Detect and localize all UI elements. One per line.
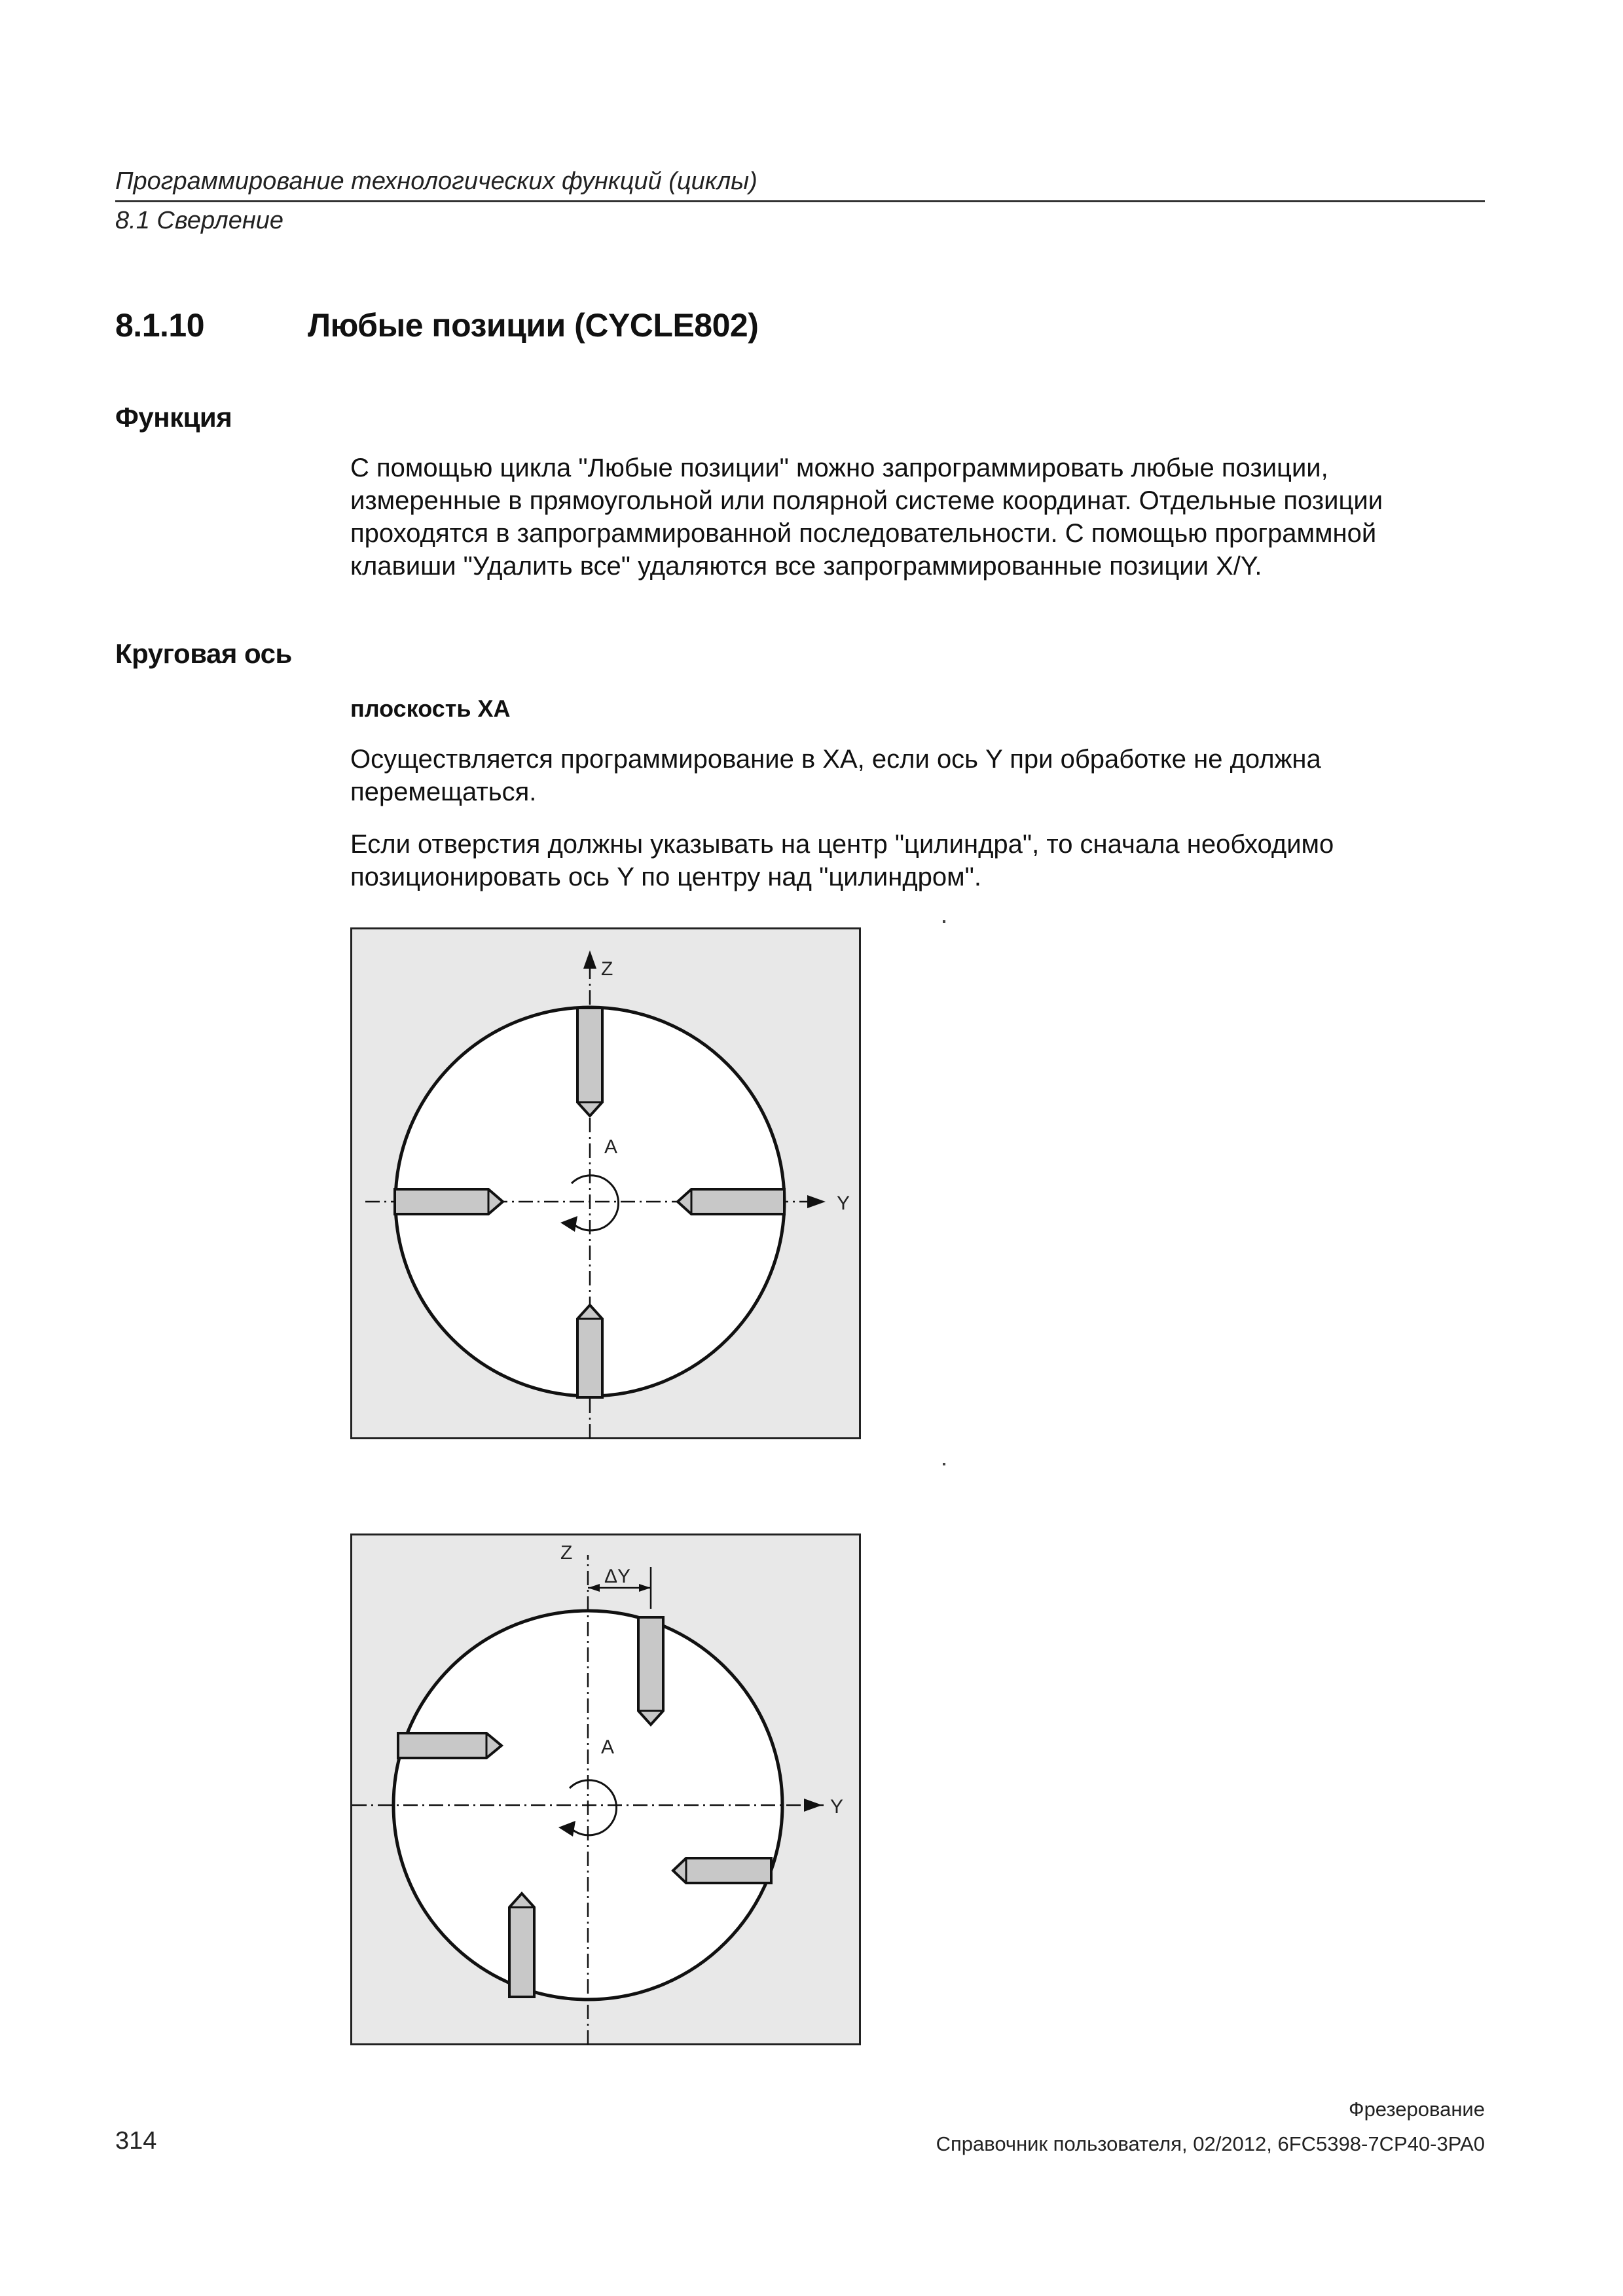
y-axis-arrow (807, 1195, 826, 1208)
function-heading: Функция (115, 402, 232, 433)
drill-right (678, 1189, 784, 1214)
section-title: Любые позиции (CYCLE802) (308, 307, 759, 344)
rotary-paragraph-2 (350, 828, 1334, 893)
text-line: Осуществляется программирование в XA, если ось Y при обработке не должна (350, 745, 1321, 774)
page-number: 314 (115, 2127, 157, 2155)
text-line: измеренные в прямоугольной или полярной системе координат. Отдельные позиции (350, 486, 1383, 515)
figure-radial-holes-drawing (352, 929, 863, 1441)
text-line: клавиши "Удалить все" удаляются все запрограммированные позиции X/Y. (350, 552, 1262, 581)
drill-left (395, 1189, 503, 1214)
rotary-paragraph-1 (350, 743, 1321, 808)
text-line: С помощью цикла "Любые позиции" можно запрограммировать любые позиции, (350, 454, 1328, 482)
running-header-chapter: Программирование технологических функций (циклы) (115, 168, 757, 195)
axis-y-label: Y (837, 1193, 850, 1214)
rotary-axis-heading: Круговая ось (115, 638, 292, 669)
section-number: 8.1.10 (115, 307, 205, 344)
drill-top (638, 1617, 663, 1725)
text-line: перемещаться. (350, 778, 537, 806)
speck (943, 1463, 945, 1465)
function-paragraph (350, 452, 1383, 583)
offset-label: ΔY (604, 1566, 631, 1587)
drill-top (577, 1008, 602, 1116)
footer-product: Фрезерование (1349, 2098, 1485, 2121)
axis-a-label: A (604, 1136, 618, 1158)
footer-manual: Справочник пользователя, 02/2012, 6FC5398-7CP40-3PA0 (936, 2132, 1485, 2155)
plane-subheading: плоскость XA (350, 695, 511, 722)
z-axis-arrow (583, 950, 596, 969)
axis-y-label: Y (830, 1796, 844, 1818)
axis-a-label: A (601, 1736, 615, 1758)
text-line: Если отверстия должны указывать на центр "цилиндра", то сначала необходимо (350, 830, 1334, 859)
y-axis-arrow (804, 1799, 822, 1812)
axis-z-label: Z (560, 1542, 573, 1564)
drill-right (673, 1858, 771, 1883)
figure-offset-holes-drawing (352, 1535, 863, 2047)
running-header-section: 8.1 Сверление (115, 207, 284, 234)
text-line: позиционировать ось Y по центру над "цилиндром". (350, 863, 981, 891)
figure-offset-holes (350, 1534, 861, 2045)
drill-bottom (509, 1893, 534, 1997)
text-line: проходятся в запрограммированной последовательности. С помощью программной (350, 519, 1377, 548)
figure-radial-holes (350, 927, 861, 1439)
axis-z-label: Z (601, 958, 613, 980)
header-rule (115, 200, 1485, 202)
speck (943, 920, 945, 923)
